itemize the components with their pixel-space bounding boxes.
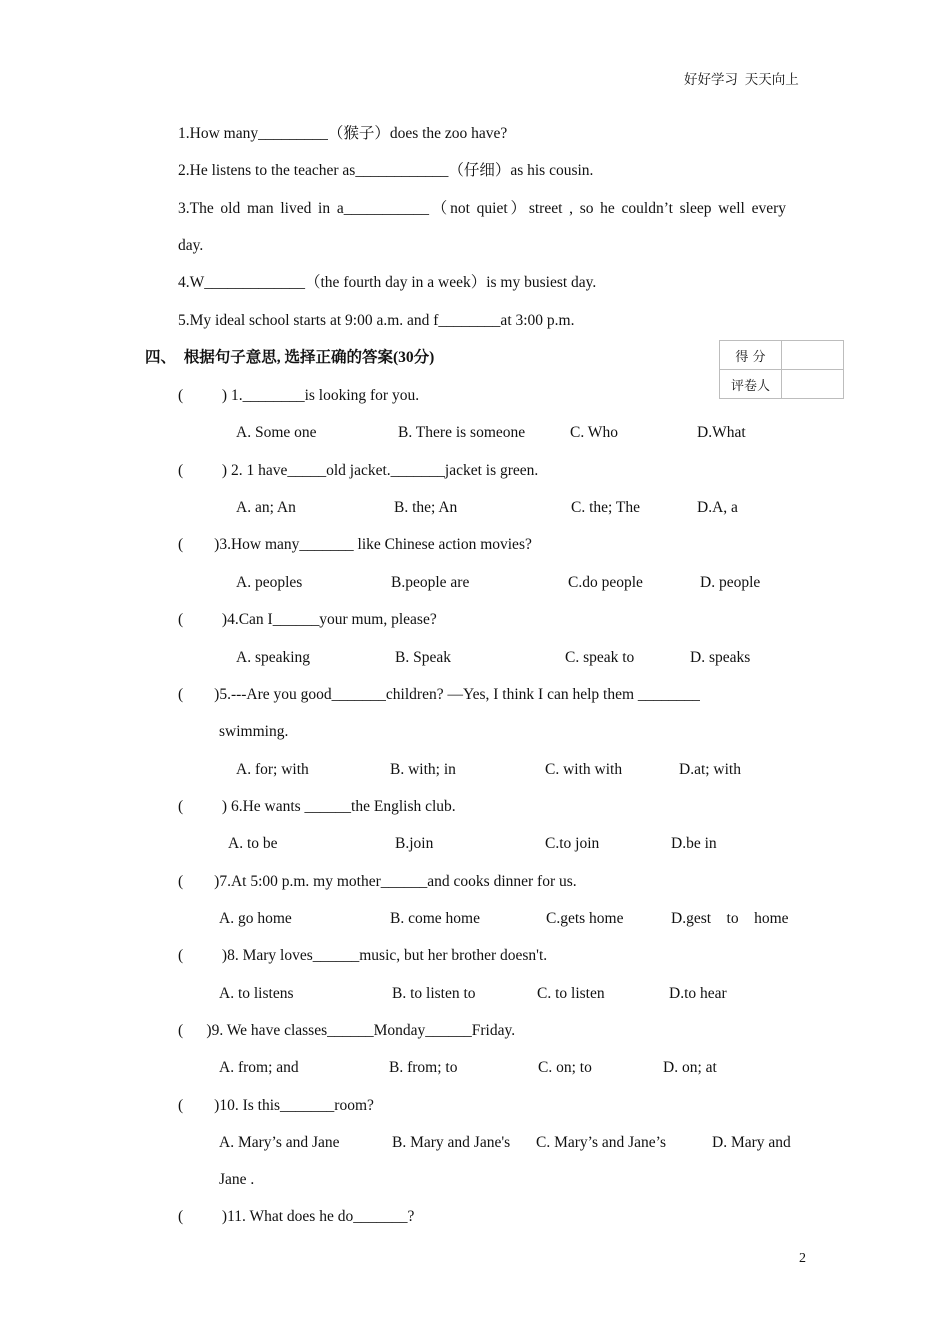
option: B. There is someone: [398, 424, 526, 441]
fill-in-item-2: 2.He listens to the teacher as____________（仔细）as his cousin.: [178, 162, 594, 179]
option: D.gest to home: [671, 910, 789, 927]
option: D.at; with: [679, 761, 741, 778]
question-stem-1: ( ) 1.________is looking for you.: [178, 387, 420, 404]
fill-in-item-4: 4.W_____________（the fourth day in a week）is my busiest day.: [178, 274, 597, 291]
option: C. the; The: [571, 499, 641, 516]
question-stem-5-cont: swimming.: [219, 723, 289, 740]
option: B. from; to: [389, 1059, 458, 1076]
option: A. Some one: [236, 424, 317, 441]
option: B. come home: [390, 910, 480, 927]
option: B. Speak: [395, 649, 451, 666]
section-title: 四、 根据句子意思, 选择正确的答案(30分): [145, 349, 435, 366]
option: A. from; and: [219, 1059, 299, 1076]
option: A. Mary’s and Jane: [219, 1134, 340, 1151]
question-stem-5: ( )5.---Are you good_______children? —Yes, I think I can help them ________: [178, 686, 700, 703]
option: D.to hear: [669, 985, 727, 1002]
question-stem-3: ( )3.How many_______ like Chinese action movies?: [178, 536, 532, 553]
option: C. Who: [570, 424, 618, 441]
score-table: [719, 340, 844, 399]
option: C.to join: [545, 835, 600, 852]
option: B.join: [395, 835, 434, 852]
option: D. people: [700, 574, 761, 591]
option: C. Mary’s and Jane’s: [536, 1134, 667, 1151]
score-cell[interactable]: [782, 341, 844, 370]
option: C. to listen: [537, 985, 605, 1002]
option: A. speaking: [236, 649, 311, 666]
grader-label: 评卷人: [720, 370, 782, 399]
option: B.people are: [391, 574, 470, 591]
option: A. peoples: [236, 574, 303, 591]
question-stem-4: ( )4.Can I______your mum, please?: [178, 611, 437, 628]
question-stem-6: ( ) 6.He wants ______the English club.: [178, 798, 456, 815]
option: A. go home: [219, 910, 292, 927]
option: A. to listens: [219, 985, 294, 1002]
question-stem-9: ( )9. We have classes______Monday______Friday.: [178, 1022, 516, 1039]
grader-cell[interactable]: [782, 370, 844, 399]
fill-in-item-3: 3.The old man lived in a___________（not quiet）street , so he couldn’t sleep well every: [178, 200, 786, 217]
option: C.gets home: [546, 910, 624, 927]
header-motto: 好好学习 天天向上: [684, 72, 799, 87]
option: D.A, a: [697, 499, 738, 516]
fill-in-item-1: 1.How many_________（猴子）does the zoo have?: [178, 125, 508, 142]
question-stem-7: ( )7.At 5:00 p.m. my mother______and cooks dinner for us.: [178, 873, 577, 890]
option: C. with with: [545, 761, 623, 778]
fill-in-item-5: 5.My ideal school starts at 9:00 a.m. and f________at 3:00 p.m.: [178, 312, 575, 329]
option: C. speak to: [565, 649, 635, 666]
option: D. on; at: [663, 1059, 717, 1076]
option: D.be in: [671, 835, 717, 852]
option: D. speaks: [690, 649, 751, 666]
option: D. Mary and: [712, 1134, 791, 1151]
option: A. to be: [228, 835, 278, 852]
option: A. for; with: [236, 761, 309, 778]
option: C. on; to: [538, 1059, 592, 1076]
fill-in-item-3-cont: day.: [178, 237, 204, 254]
question-stem-10: ( )10. Is this_______room?: [178, 1097, 374, 1114]
option: B. to listen to: [392, 985, 476, 1002]
question-stem-2: ( ) 2. 1 have_____old jacket._______jacket is green.: [178, 462, 539, 479]
question-stem-11: ( )11. What does he do_______?: [178, 1208, 415, 1225]
score-label: 得 分: [720, 341, 782, 370]
option: A. an; An: [236, 499, 296, 516]
option: B. with; in: [390, 761, 456, 778]
option-cont: Jane .: [219, 1171, 255, 1188]
question-stem-8: ( )8. Mary loves______music, but her brother doesn't.: [178, 947, 548, 964]
option: C.do people: [568, 574, 643, 591]
option: D.What: [697, 424, 746, 441]
page-number: 2: [799, 1251, 806, 1266]
option: B. the; An: [394, 499, 458, 516]
option: B. Mary and Jane's: [392, 1134, 511, 1151]
